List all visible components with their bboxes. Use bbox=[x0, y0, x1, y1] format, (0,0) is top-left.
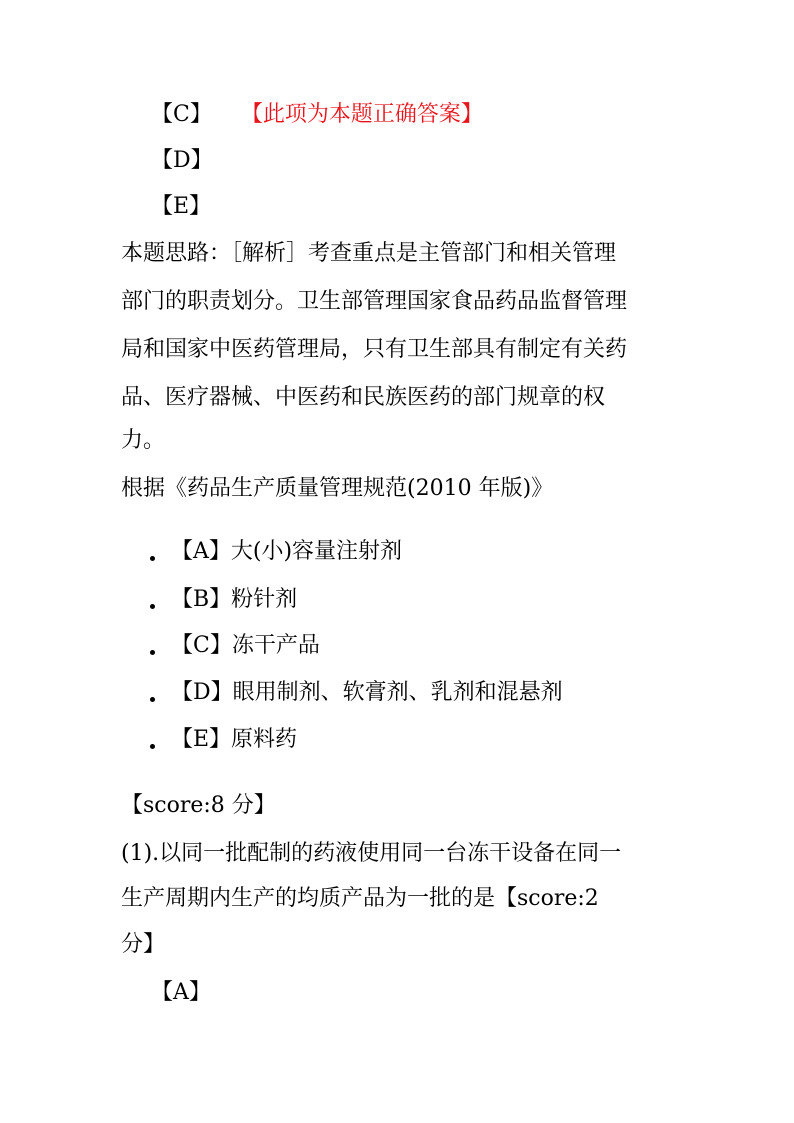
bullet-dot-icon bbox=[150, 556, 155, 561]
bullet-dot-icon bbox=[150, 744, 155, 749]
option-e-label: 【E】 bbox=[151, 194, 212, 219]
bullet-dot-icon bbox=[150, 697, 155, 702]
explanation-line-3: 局和国家中医药管理局，只有卫生部具有制定有关药 bbox=[121, 337, 628, 362]
option-d-label: 【D】 bbox=[151, 148, 213, 173]
bullet-dot-icon bbox=[150, 604, 155, 609]
question-line-1: (1).以同一批配制的药液使用同一台冻干设备在同一 bbox=[121, 841, 622, 866]
list-item-text: 【A】大(小)容量注射剂 bbox=[171, 539, 403, 564]
explanation-line-1: 本题思路：［解析］考查重点是主管部门和相关管理 bbox=[121, 241, 617, 266]
list-item bbox=[150, 635, 320, 657]
section-score: 【score:8 分】 bbox=[121, 793, 276, 818]
bullet-dot-icon bbox=[150, 650, 155, 655]
list-item bbox=[150, 682, 563, 704]
question-line-2: 生产周期内生产的均质产品为一批的是【score:2 bbox=[121, 886, 599, 911]
explanation-line-4: 品、医疗器械、中医药和民族医药的部门规章的权 bbox=[121, 385, 606, 410]
list-item-text: 【B】粉针剂 bbox=[171, 587, 298, 612]
option-c bbox=[151, 104, 483, 126]
correct-answer-note: 【此项为本题正确答案】 bbox=[251, 102, 483, 127]
explanation-line-5: 力。 bbox=[121, 428, 166, 453]
list-item-text: 【D】眼用制剂、软膏剂、乳剂和混悬剂 bbox=[171, 680, 563, 705]
list-item bbox=[150, 589, 297, 611]
section-intro: 根据《药品生产质量管理规范(2010 年版)》 bbox=[121, 476, 554, 501]
option-d bbox=[151, 150, 213, 172]
list-item bbox=[150, 729, 297, 751]
question-line-3: 分】 bbox=[121, 932, 166, 957]
option-c-label: 【C】 bbox=[151, 102, 212, 127]
list-item-text: 【E】原料药 bbox=[171, 727, 298, 752]
question-option-a: 【A】 bbox=[151, 980, 211, 1005]
list-item bbox=[150, 541, 402, 563]
list-item-text: 【C】冻干产品 bbox=[171, 633, 320, 658]
option-e bbox=[151, 196, 211, 218]
explanation-line-2: 部门的职责划分。卫生部管理国家食品药品监督管理 bbox=[121, 289, 628, 314]
